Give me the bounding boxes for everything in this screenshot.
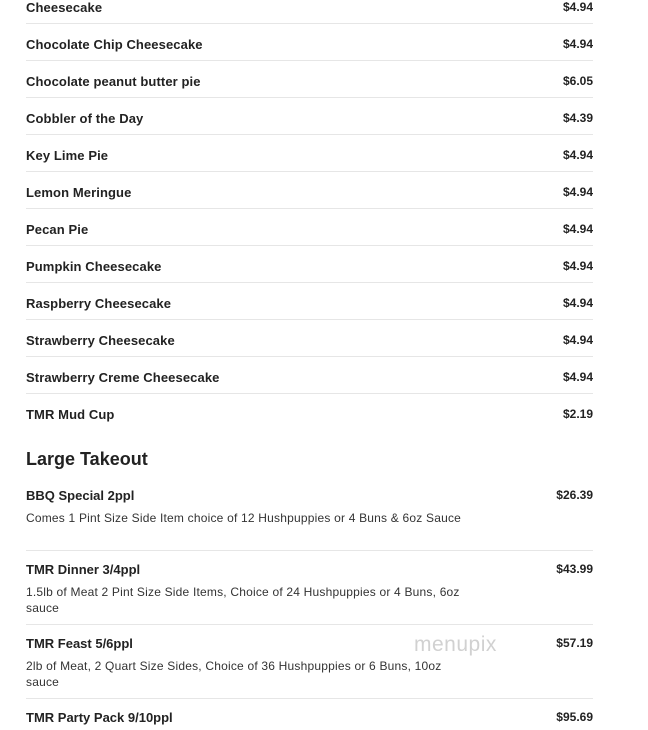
menu-item-price: $4.94 bbox=[562, 0, 593, 14]
menu-item-name: Strawberry Cheesecake bbox=[26, 333, 175, 348]
section-title: Large Takeout bbox=[26, 449, 148, 469]
menu-item bbox=[26, 0, 593, 24]
dessert-list bbox=[26, 0, 593, 431]
menu-item-description: 1.5lb of Meat 2 Pint Size Side Items, Choice of 24 Hushpuppies or 4 Buns, 6oz sauce bbox=[26, 585, 460, 615]
menu-item-name: TMR Dinner 3/4ppl bbox=[26, 562, 141, 577]
menu-item bbox=[26, 477, 593, 551]
menu-item-name: Key Lime Pie bbox=[26, 148, 109, 163]
menu-item-name: Lemon Meringue bbox=[26, 185, 132, 200]
menu-item-price: $4.94 bbox=[562, 333, 593, 347]
menu-item-price: $2.19 bbox=[562, 407, 593, 421]
menu-item bbox=[26, 320, 593, 357]
menu-item-price: $57.19 bbox=[556, 636, 593, 650]
menu-item bbox=[26, 357, 593, 394]
menu-item bbox=[26, 61, 593, 98]
menu-item-name: TMR Party Pack 9/10ppl bbox=[26, 710, 173, 725]
menu-item-name: TMR Mud Cup bbox=[26, 407, 115, 422]
menu-item bbox=[26, 24, 593, 61]
menu-item-price: $4.94 bbox=[562, 222, 593, 236]
menu-item bbox=[26, 699, 593, 730]
menu-item-name: BBQ Special 2ppl bbox=[26, 488, 135, 503]
menu-item bbox=[26, 551, 593, 625]
menu-item-name: TMR Feast 5/6ppl bbox=[26, 636, 133, 651]
menu-item-description: Comes 1 Pint Size Side Item choice of 12 Hushpuppies or 4 Buns & 6oz Sauce bbox=[26, 511, 462, 525]
menu-item bbox=[26, 135, 593, 172]
menu-item-price: $4.39 bbox=[562, 111, 593, 125]
menu-item bbox=[26, 246, 593, 283]
menu-item-price: $4.94 bbox=[562, 185, 593, 199]
menu-item bbox=[26, 625, 593, 699]
menu-item-price: $4.94 bbox=[562, 37, 593, 51]
menu-item-name: Raspberry Cheesecake bbox=[26, 296, 172, 311]
menu-item-description: 2lb of Meat, 2 Quart Size Sides, Choice of 36 Hushpuppies or 6 Buns, 10oz sauce bbox=[26, 659, 442, 689]
menu-item-name: Cheesecake bbox=[26, 0, 103, 15]
menu-item-name: Chocolate peanut butter pie bbox=[26, 74, 201, 89]
menu-item bbox=[26, 98, 593, 135]
menu-item-price: $43.99 bbox=[556, 562, 593, 576]
menu-item-price: $95.69 bbox=[556, 710, 593, 724]
menu-item-name: Pumpkin Cheesecake bbox=[26, 259, 162, 274]
menu-item-name: Strawberry Creme Cheesecake bbox=[26, 370, 220, 385]
menu-item-price: $4.94 bbox=[562, 148, 593, 162]
menu-item bbox=[26, 394, 593, 431]
menu-item bbox=[26, 283, 593, 320]
watermark-logo: menupix bbox=[414, 633, 497, 656]
menu-item bbox=[26, 172, 593, 209]
menu-item bbox=[26, 209, 593, 246]
menu-item-price: $6.05 bbox=[562, 74, 593, 88]
menu-item-price: $4.94 bbox=[562, 259, 593, 273]
menu-item-price: $26.39 bbox=[556, 488, 593, 502]
menu-item-name: Chocolate Chip Cheesecake bbox=[26, 37, 203, 52]
menu-item-price: $4.94 bbox=[562, 296, 593, 310]
menu-item-price: $4.94 bbox=[562, 370, 593, 384]
menu-item-name: Pecan Pie bbox=[26, 222, 89, 237]
menu-item-name: Cobbler of the Day bbox=[26, 111, 144, 126]
large-takeout-list bbox=[26, 477, 593, 730]
